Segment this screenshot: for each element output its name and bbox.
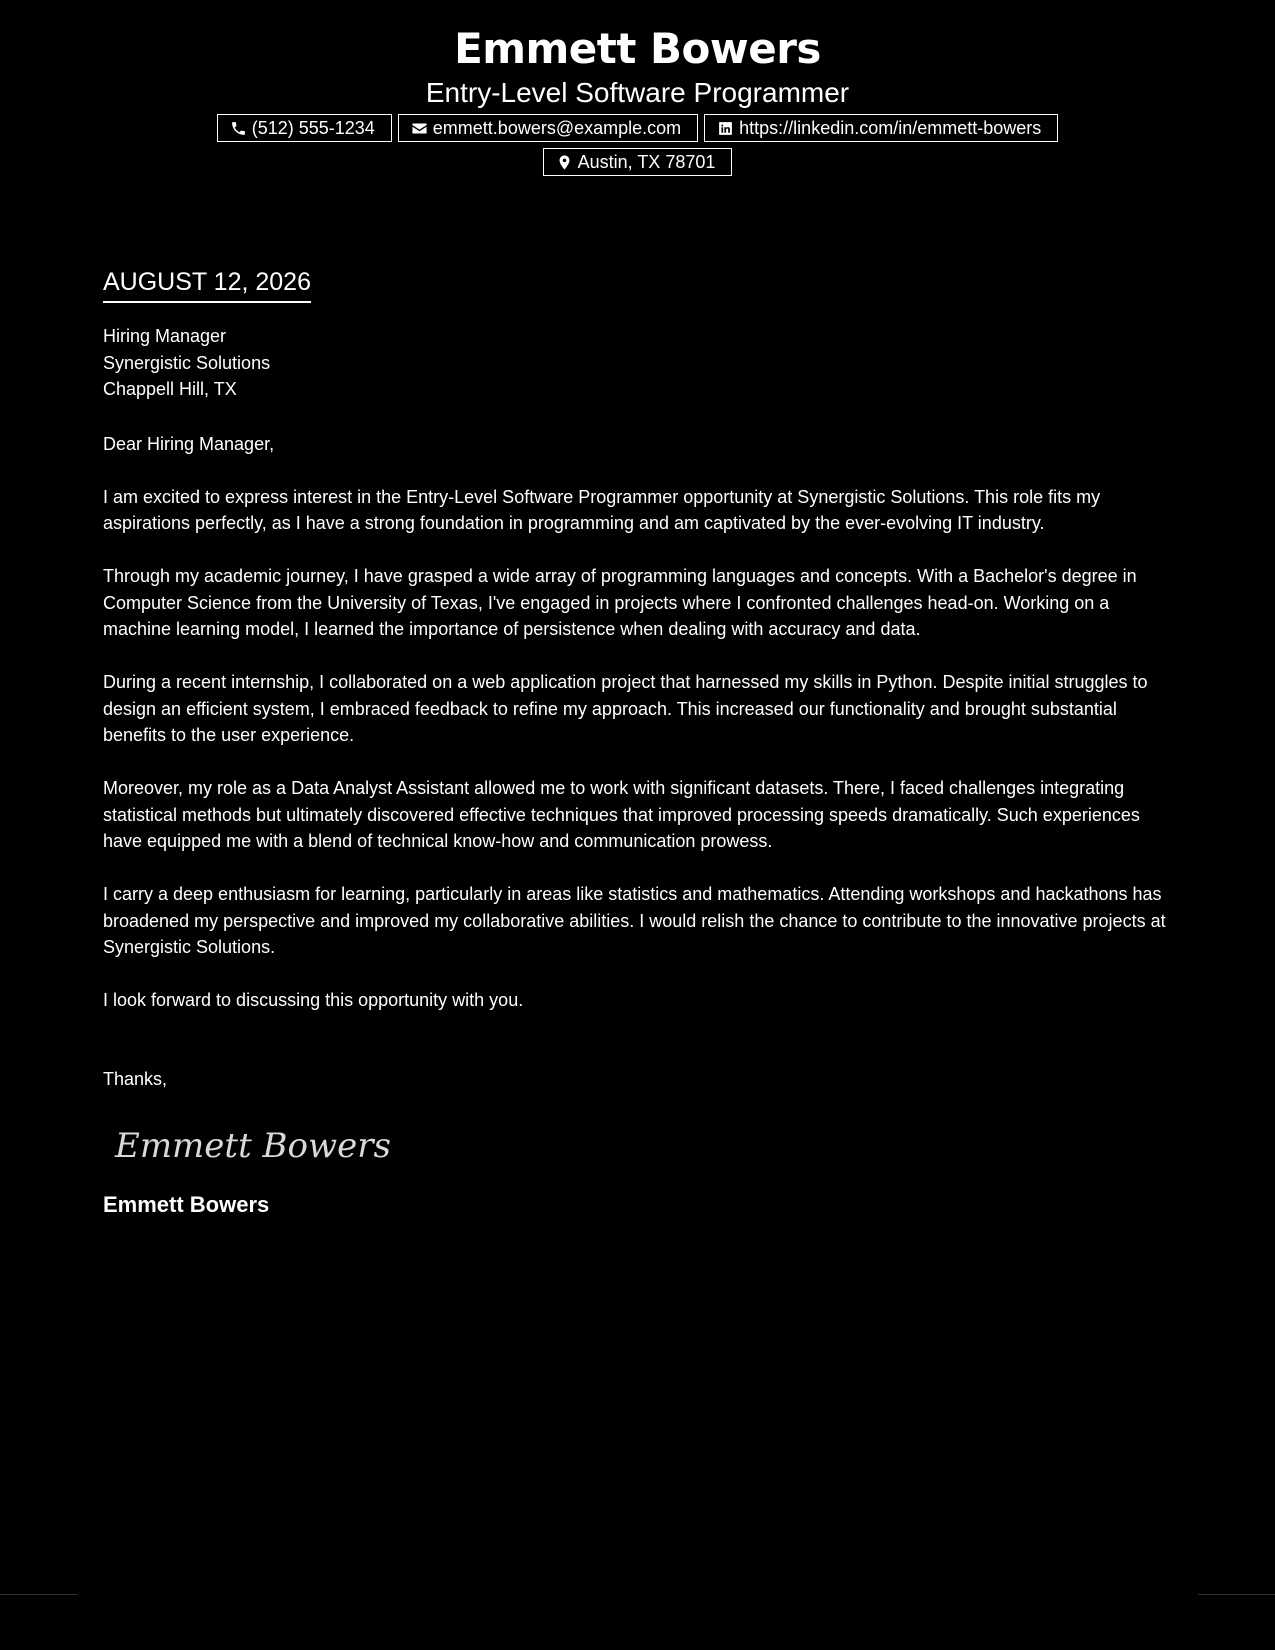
applicant-title: Entry-Level Software Programmer — [425, 77, 850, 108]
envelope-icon — [411, 120, 428, 137]
footer-divider-right — [1198, 1594, 1275, 1595]
paragraph-analyst: Moreover, my role as a Data Analyst Assistant allowed me to work with significant datasets. There, I faced challenges integrating statistical methods but ultimately discovered effective techniques that improved processing speeds dramatically. Such experiences have equipped me with a blend of technical know-how and communication prowess. — [103, 778, 1140, 851]
map-pin-icon — [556, 154, 573, 171]
signer-name: Emmett Bowers — [103, 1192, 270, 1217]
phone-text: (512) 555-1234 — [251, 117, 375, 138]
contact-linkedin[interactable] — [704, 114, 1058, 142]
contact-list — [178, 114, 1098, 176]
paragraph-internship: During a recent internship, I collaborated on a web application project that harnessed my skills in Python. Despite initial struggles to design an efficient system, I embraced feedback to refine my approach. This increased our functionality and brought substantial benefits to the user experience. — [103, 672, 1148, 745]
recipient-name: Hiring Manager — [103, 326, 227, 346]
signature: Emmett Bowers — [115, 1126, 391, 1166]
location-text: Austin, TX 78701 — [577, 151, 716, 172]
letter-date: AUGUST 12, 2026 — [103, 266, 311, 303]
recipient-company: Synergistic Solutions — [103, 352, 271, 373]
footer-divider-left — [0, 1594, 77, 1595]
contact-email[interactable] — [398, 114, 698, 142]
recipient-location: Chappell Hill, TX — [103, 379, 237, 399]
contact-location — [543, 148, 733, 176]
contact-phone[interactable] — [217, 114, 392, 142]
salutation: Dear Hiring Manager, — [103, 433, 275, 454]
letter-header — [0, 22, 1275, 176]
email-text: emmett.bowers@example.com — [432, 117, 682, 138]
closing: Thanks, — [103, 1068, 168, 1089]
linkedin-text: https://linkedin.com/in/emmett-bowers — [739, 117, 1042, 138]
letter-body — [103, 266, 1178, 1219]
paragraph-enthusiasm: I carry a deep enthusiasm for learning, particularly in areas like statistics and mathematics. Attending workshops and hackathons has broadened my perspective and improved my collaborative abilities. I would relish the chance to contribute to the innovative projects at Synergistic Solutions. — [103, 884, 1166, 957]
phone-icon — [230, 120, 247, 137]
applicant-name: Emmett Bowers — [454, 24, 821, 73]
paragraph-intro: I am excited to express interest in the Entry-Level Software Programmer opportunity at Synergistic Solutions. This role fits my aspirations perfectly, as I have a strong foundation in programming and am captivated by the ever-evolving IT industry. — [103, 486, 1101, 533]
linkedin-icon — [717, 120, 734, 137]
paragraph-education: Through my academic journey, I have grasped a wide array of programming languages and concepts. With a Bachelor's degree in Computer Science from the University of Texas, I've engaged in projects where I confronted challenges head-on. Working on a machine learning model, I learned the importance of persistence when dealing with accuracy and data. — [103, 566, 1137, 639]
recipient-block — [103, 323, 1178, 403]
paragraph-closing: I look forward to discussing this opportunity with you. — [103, 990, 524, 1010]
